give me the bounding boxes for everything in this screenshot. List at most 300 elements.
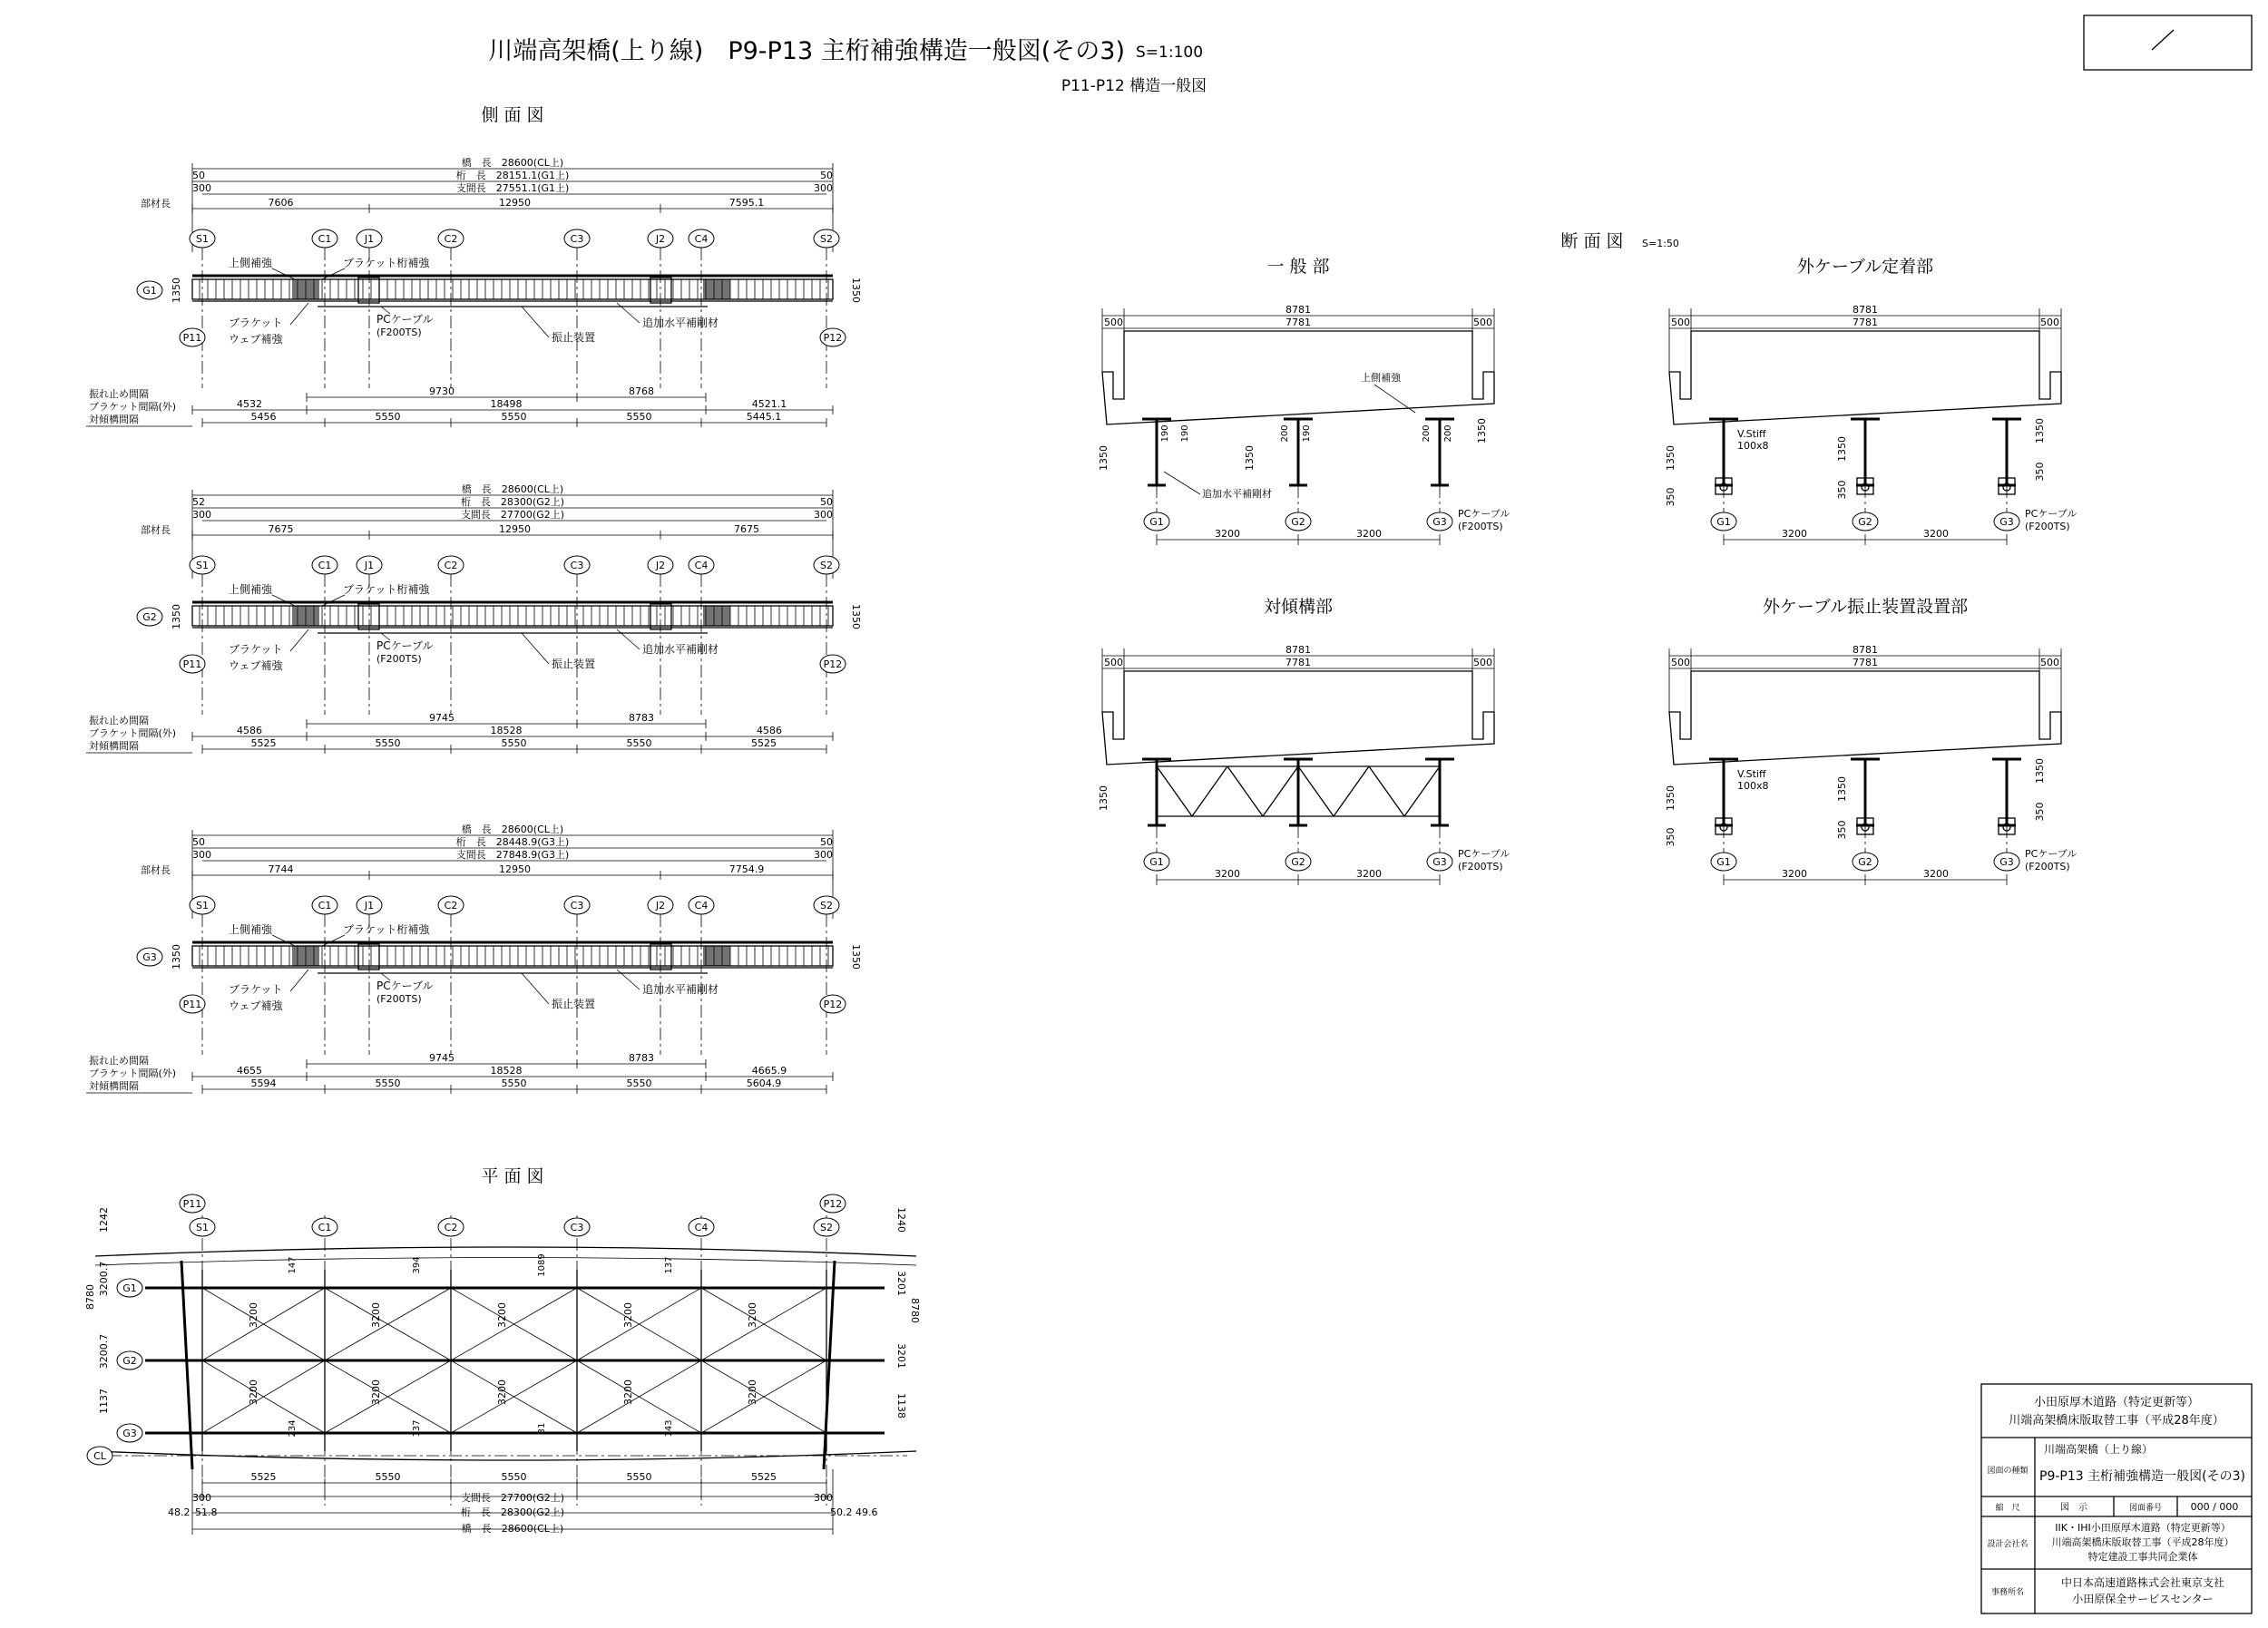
plan-spacing-dim-value: 5550 xyxy=(626,1471,652,1483)
leader xyxy=(322,268,345,279)
plan-girder-tag-g2-label: G2 xyxy=(122,1355,137,1367)
plan-grid-s1-label: S1 xyxy=(196,1222,209,1233)
leader xyxy=(290,303,308,325)
callout-bracket: ブラケット xyxy=(229,643,283,656)
plan-spacing-dim-value: 5525 xyxy=(250,1471,277,1483)
crossframe-row-label: 対傾構間隔 xyxy=(89,740,139,752)
deck-slab xyxy=(1669,331,2061,424)
tb-designer-label: 設計会社名 xyxy=(1987,1540,2028,1549)
bracket-row-label: ブラケット間隔(外) xyxy=(89,1067,177,1079)
leader xyxy=(617,629,640,649)
girder-tag-g2-label: G2 xyxy=(142,611,157,623)
callout-lateral-stiffener: 追加水平補剛材 xyxy=(642,983,719,996)
height-dim-left: 1350 xyxy=(171,278,182,303)
section-girder-tag-g2-label: G2 xyxy=(1858,856,1872,868)
section-edge-left: 500 xyxy=(1104,317,1123,328)
section-top-callout: 上側補強 xyxy=(1361,372,1401,384)
member-dim-value: 12950 xyxy=(499,523,531,535)
section-stiff-callout: V.Stiff xyxy=(1737,768,1766,780)
crossframe-dim-value: 5550 xyxy=(501,1077,527,1089)
deck-slab xyxy=(1669,671,2061,765)
plan-spacing-dim-value: 5550 xyxy=(501,1471,527,1483)
tb-office-2: 小田原保全サービスセンター xyxy=(2072,1593,2214,1605)
callout-bracket-girder: ブラケット桁補強 xyxy=(343,583,430,596)
bracket-reinforcement xyxy=(703,279,730,299)
section-girder-tag-g1-label: G1 xyxy=(1149,516,1164,528)
plan-right-dim: 1138 xyxy=(895,1393,907,1418)
restraint-dim-value: 8768 xyxy=(629,385,654,397)
girder-length-text: 桁 長 28300(G2上) xyxy=(460,496,565,508)
section-height-dim: 1350 xyxy=(1098,785,1110,811)
section-height-dim: 1350 xyxy=(1476,418,1488,444)
pier-tag-p12-label: P12 xyxy=(823,658,843,670)
bracket-dim-value: 18528 xyxy=(490,1065,523,1077)
member-dim-value: 7595.1 xyxy=(728,197,765,209)
section-edge-right: 500 xyxy=(1473,657,1492,668)
crossframe-dim-value: 5550 xyxy=(501,411,527,423)
plan-right-end2: 49.6 xyxy=(855,1506,878,1518)
section-inner-text: 7781 xyxy=(1853,657,1878,668)
crossframe-diagonal xyxy=(1157,766,1192,816)
bracket-row-label: ブラケット間隔(外) xyxy=(89,401,177,413)
leader xyxy=(272,935,295,946)
restraint-dim-value: 8783 xyxy=(629,712,654,724)
end-left-text: 50 xyxy=(192,170,205,181)
girder-web xyxy=(192,946,833,966)
girder-length-text: 桁 長 28448.9(G3上) xyxy=(455,836,570,848)
girder-web xyxy=(192,279,833,299)
end-left-text: 52 xyxy=(192,496,205,508)
plan-girder-tag-g3-label: G3 xyxy=(122,1428,137,1439)
crossframe-dim-value: 5550 xyxy=(375,1077,401,1089)
section-stiff-size: 100x8 xyxy=(1737,440,1769,452)
plan-pier-p12-label: P12 xyxy=(823,1198,843,1210)
section-height-dim: 1350 xyxy=(1665,785,1677,811)
section-pc-cable: PCケーブル xyxy=(2025,508,2077,520)
section-stiff-callout: V.Stiff xyxy=(1737,428,1766,440)
callout-damper: 振止装置 xyxy=(552,331,596,344)
section-height-dim: 1350 xyxy=(1836,776,1848,802)
callout-web-reinforcement: ウェブ補強 xyxy=(229,999,283,1012)
plan-right-end: 50.2 xyxy=(830,1506,853,1518)
section-cable-h: 350 xyxy=(1665,827,1677,847)
callout-web-reinforcement: ウェブ補強 xyxy=(229,333,283,346)
plan-left-end2: 51.8 xyxy=(195,1506,218,1518)
grid-tag-s2-label: S2 xyxy=(820,900,833,911)
bracket-dim-value: 4532 xyxy=(237,398,262,410)
section-height-dim: 1350 xyxy=(2034,758,2046,784)
section-pc-spec: (F200TS) xyxy=(2025,521,2070,532)
pier-tag-p11-label: P11 xyxy=(182,332,202,344)
crossframe-diagonal xyxy=(1298,766,1334,816)
deck-edge-top-inner xyxy=(95,1258,916,1266)
section-spacing-text: 3200 xyxy=(1215,528,1240,540)
leader xyxy=(522,973,549,1004)
plan-skew-dim: 147 xyxy=(288,1256,298,1274)
grid-tag-c2-label: C2 xyxy=(444,233,458,245)
crossframe-dim-value: 5604.9 xyxy=(746,1077,782,1089)
plan-left-dim: 3200.7 xyxy=(98,1261,110,1297)
grid-tag-j1-label: J1 xyxy=(364,900,375,911)
section-spacing-text: 3200 xyxy=(1782,868,1807,880)
section-inner-text: 7781 xyxy=(1286,657,1311,668)
crossframe-dim-value: 5594 xyxy=(250,1077,277,1089)
plan-view-heading: 平 面 図 xyxy=(481,1166,544,1186)
crossframe-diagonal xyxy=(1369,766,1404,816)
side-elevation-g3 xyxy=(86,823,862,1094)
section-spacing-text: 3200 xyxy=(1215,868,1240,880)
section-view-heading: 断 面 図 xyxy=(1560,231,1624,251)
grid-tag-c3-label: C3 xyxy=(570,900,584,911)
bracket-reinforcement xyxy=(703,606,730,626)
plan-bearing-left: 300 xyxy=(192,1492,211,1504)
bearing-right-text: 300 xyxy=(814,509,833,521)
leader xyxy=(1164,472,1200,494)
drawing-subtitle: P11-P12 構造一般図 xyxy=(1061,77,1207,95)
section-height-dim: 1350 xyxy=(1836,436,1848,462)
plan-transverse-dim: 3200 xyxy=(496,1379,508,1405)
section-flange-dim: 200 xyxy=(1443,424,1453,443)
callout-pc-cable: PCケーブル xyxy=(376,980,434,992)
member-row-label: 部材長 xyxy=(141,524,171,536)
member-row-label: 部材長 xyxy=(141,198,171,210)
tb-drawing-name-2: P9-P13 主桁補強構造一般図(その3) xyxy=(2039,1469,2245,1484)
height-dim-left: 1350 xyxy=(171,604,182,629)
plan-left-dim: 3200.7 xyxy=(98,1333,110,1370)
drawing-title: 川端高架橋(上り線) P9-P13 主桁補強構造一般図(その3) xyxy=(488,37,1125,65)
grid-tag-j1-label: J1 xyxy=(364,233,375,245)
grid-tag-j1-label: J1 xyxy=(364,560,375,571)
end-right-text: 50 xyxy=(820,496,833,508)
leader xyxy=(272,595,295,606)
callout-pc-cable: PCケーブル xyxy=(376,313,434,326)
section-cable-h: 350 xyxy=(2034,462,2046,482)
grid-tag-c3-label: C3 xyxy=(570,233,584,245)
section-height-dim: 1350 xyxy=(1098,445,1110,471)
plan-right-dim: 3201 xyxy=(895,1343,907,1369)
section-inner-text: 7781 xyxy=(1286,317,1311,328)
callout-bracket: ブラケット xyxy=(229,317,283,329)
section-width-text: 8781 xyxy=(1853,644,1878,656)
pier-tag-p11-label: P11 xyxy=(182,658,202,670)
section-edge-right: 500 xyxy=(1473,317,1492,328)
section-height-dim: 1350 xyxy=(1244,445,1256,471)
section-spacing-text: 3200 xyxy=(1923,528,1949,540)
crossframe-dim-value: 5445.1 xyxy=(746,411,782,423)
section-edge-left: 500 xyxy=(1671,317,1690,328)
section-spacing-text: 3200 xyxy=(1782,528,1807,540)
section-flange-dim: 200 xyxy=(1280,424,1290,443)
plan-girder-tag-g1-label: G1 xyxy=(122,1282,137,1294)
plan-spacing-dim-value: 5550 xyxy=(375,1471,401,1483)
section-pc-cable: PCケーブル xyxy=(1458,508,1510,520)
section-girder-tag-g1-label: G1 xyxy=(1716,516,1731,528)
callout-lateral-stiffener: 追加水平補剛材 xyxy=(642,643,719,656)
section-spacing-text: 3200 xyxy=(1356,868,1382,880)
crossframe-diagonal xyxy=(1334,766,1369,816)
section-title: 一 般 部 xyxy=(1266,257,1330,277)
callout-damper: 振止装置 xyxy=(552,658,596,670)
plan-cl-tag-label: CL xyxy=(93,1450,106,1462)
section-cable-h: 350 xyxy=(1836,480,1848,500)
bracket-dim-value: 4586 xyxy=(237,725,262,736)
plan-right-dim: 8780 xyxy=(909,1298,921,1323)
plan-transverse-dim: 3200 xyxy=(496,1302,508,1328)
bracket-dim-value: 18528 xyxy=(490,725,523,736)
section-width-text: 8781 xyxy=(1286,304,1311,316)
side-view-heading: 側 面 図 xyxy=(481,105,544,125)
leader xyxy=(522,307,549,337)
callout-web-reinforcement: ウェブ補強 xyxy=(229,659,283,672)
section-general xyxy=(1098,257,1510,545)
section-cable-damper xyxy=(1665,597,2077,885)
section-pc-cable: PCケーブル xyxy=(2025,848,2077,860)
leader xyxy=(617,970,640,989)
plan-skew-dim: 137 xyxy=(412,1419,422,1438)
bracket-reinforcement xyxy=(292,606,319,626)
bracket-reinforcement xyxy=(292,279,319,299)
plan-transverse-dim: 3200 xyxy=(622,1379,634,1405)
section-girder-tag-g1-label: G1 xyxy=(1716,856,1731,868)
span-length-text: 支間長 27700(G2上) xyxy=(460,509,565,521)
leader xyxy=(322,935,345,946)
grid-tag-c1-label: C1 xyxy=(318,900,332,911)
callout-pc-spec: (F200TS) xyxy=(376,327,422,338)
height-dim-left: 1350 xyxy=(171,944,182,970)
section-title: 対傾構部 xyxy=(1263,597,1334,617)
section-cable-anchorage xyxy=(1665,257,2077,545)
member-dim-value: 7606 xyxy=(268,197,294,209)
plan-transverse-dim: 3200 xyxy=(622,1302,634,1328)
girder-length-text: 桁 長 28151.1(G1上) xyxy=(455,170,570,181)
section-title: 外ケーブル振止装置設置部 xyxy=(1762,597,1969,617)
plan-bridge-length-text: 橋 長 28600(CL上) xyxy=(461,1523,564,1535)
bridge-length-text: 橋 長 28600(CL上) xyxy=(461,824,564,835)
leader xyxy=(290,629,308,651)
bracket-dim-value: 4586 xyxy=(757,725,782,736)
member-row-label: 部材長 xyxy=(141,864,171,876)
plan-transverse-dim: 3200 xyxy=(370,1379,382,1405)
plan-transverse-dim: 3200 xyxy=(747,1302,758,1328)
grid-tag-c3-label: C3 xyxy=(570,560,584,571)
section-stiff-size: 100x8 xyxy=(1737,780,1769,792)
plan-pier-p11-label: P11 xyxy=(182,1198,202,1210)
section-girder-tag-g3-label: G3 xyxy=(1999,516,2014,528)
tb-number-value: 000 / 000 xyxy=(2190,1501,2239,1513)
plan-grid-c4-label: C4 xyxy=(694,1222,709,1233)
section-height-dim: 1350 xyxy=(2034,418,2046,444)
crossframe-dim-value: 5550 xyxy=(375,737,401,749)
restraint-dim-value: 9745 xyxy=(429,1052,455,1064)
tb-designer-1: IIK・IHI小田原厚木道路（特定更新等） xyxy=(2055,1522,2231,1534)
crossframe-diagonal xyxy=(1192,766,1227,816)
grid-tag-c4-label: C4 xyxy=(694,560,709,571)
tb-project-2: 川端高架橋床版取替工事（平成28年度） xyxy=(2009,1414,2224,1428)
grid-tag-s1-label: S1 xyxy=(196,233,209,245)
pier-tag-p11-label: P11 xyxy=(182,999,202,1010)
member-dim-value: 12950 xyxy=(499,197,531,209)
bracket-reinforcement xyxy=(292,946,319,966)
callout-bracket-girder: ブラケット桁補強 xyxy=(343,257,430,269)
bracket-dim-value: 18498 xyxy=(490,398,523,410)
crossframe-diagonal xyxy=(1263,766,1298,816)
span-length-text: 支間長 27551.1(G1上) xyxy=(455,182,570,194)
revision-box xyxy=(2084,15,2252,70)
section-girder-tag-g1-label: G1 xyxy=(1149,856,1164,868)
tb-designer-3: 特定建設工事共同企業体 xyxy=(2087,1551,2198,1563)
bridge-length-text: 橋 長 28600(CL上) xyxy=(461,483,564,495)
grid-tag-s2-label: S2 xyxy=(820,233,833,245)
member-dim-value: 7744 xyxy=(268,863,294,875)
crossframe-dim-value: 5550 xyxy=(626,737,652,749)
section-width-text: 8781 xyxy=(1286,644,1311,656)
tb-office-1: 中日本高速道路株式会社東京支社 xyxy=(2060,1576,2225,1589)
section-girder-tag-g3-label: G3 xyxy=(1432,516,1447,528)
section-pc-spec: (F200TS) xyxy=(1458,521,1503,532)
end-right-text: 50 xyxy=(820,170,833,181)
end-diaphragm-left xyxy=(181,1261,192,1469)
section-view-scale: S=1:50 xyxy=(1642,238,1679,249)
section-crossframe xyxy=(1098,597,1510,885)
callout-bracket: ブラケット xyxy=(229,983,283,996)
tb-scale-label: 縮 尺 xyxy=(1995,1504,2020,1513)
plan-grid-c1-label: C1 xyxy=(318,1222,332,1233)
tb-designer-2: 川端高架橋床版取替工事（平成28年度） xyxy=(2051,1536,2234,1548)
section-edge-right: 500 xyxy=(2040,657,2059,668)
grid-tag-c2-label: C2 xyxy=(444,900,458,911)
crossframe-dim-value: 5550 xyxy=(626,411,652,423)
member-dim-value: 7675 xyxy=(734,523,759,535)
callout-pc-spec: (F200TS) xyxy=(376,653,422,665)
grid-tag-c4-label: C4 xyxy=(694,233,709,245)
leader xyxy=(522,633,549,664)
section-width-text: 8781 xyxy=(1853,304,1878,316)
plan-skew-dim: 394 xyxy=(412,1256,422,1274)
plan-transverse-dim: 3200 xyxy=(248,1302,259,1328)
member-dim-value: 7754.9 xyxy=(728,863,765,875)
crossframe-row-label: 対傾構間隔 xyxy=(89,1080,139,1092)
grid-tag-j2-label: J2 xyxy=(655,233,666,245)
grid-tag-s2-label: S2 xyxy=(820,560,833,571)
bracket-dim-value: 4521.1 xyxy=(751,398,787,410)
crossframe-dim-value: 5456 xyxy=(250,411,277,423)
plan-transverse-dim: 3200 xyxy=(370,1302,382,1328)
callout-pc-spec: (F200TS) xyxy=(376,993,422,1005)
section-edge-left: 500 xyxy=(1104,657,1123,668)
section-spacing-text: 3200 xyxy=(1356,528,1382,540)
grid-tag-c2-label: C2 xyxy=(444,560,458,571)
crossframe-row-label: 対傾構間隔 xyxy=(89,414,139,425)
leader xyxy=(617,303,640,323)
section-title: 外ケーブル定着部 xyxy=(1796,257,1934,277)
section-flange-dim: 200 xyxy=(1422,424,1432,443)
crossframe-diagonal xyxy=(1404,766,1440,816)
crossframe-dim-value: 5550 xyxy=(501,737,527,749)
bridge-length-text: 橋 長 28600(CL上) xyxy=(461,157,564,169)
crossframe-diagonal xyxy=(1227,766,1263,816)
callout-top-reinforcement: 上側補強 xyxy=(229,257,273,269)
girder-tag-g3-label: G3 xyxy=(142,951,157,963)
plan-transverse-dim: 3200 xyxy=(248,1379,259,1405)
tb-number-label: 図面番号 xyxy=(2128,1504,2163,1513)
callout-damper: 振止装置 xyxy=(552,998,596,1010)
girder-web xyxy=(192,606,833,626)
grid-tag-c1-label: C1 xyxy=(318,233,332,245)
height-dim-right: 1350 xyxy=(850,604,862,629)
plan-right-dim: 1240 xyxy=(895,1207,907,1233)
bearing-right-text: 300 xyxy=(814,182,833,194)
pier-tag-p12-label: P12 xyxy=(823,999,843,1010)
section-cable-h: 350 xyxy=(1836,820,1848,840)
deck-edge-top xyxy=(95,1247,916,1256)
plan-girder-length-text: 桁 長 28300(G2上) xyxy=(460,1506,565,1518)
crossframe-dim-value: 5525 xyxy=(250,737,277,749)
side-elevation-g1 xyxy=(86,156,862,427)
crossframe-dim-value: 5550 xyxy=(375,411,401,423)
section-flange-dim: 190 xyxy=(1160,424,1170,443)
section-edge-left: 500 xyxy=(1671,657,1690,668)
crossframe-dim-value: 5550 xyxy=(626,1077,652,1089)
crossframe-dim-value: 5525 xyxy=(751,737,777,749)
height-dim-right: 1350 xyxy=(850,278,862,303)
bearing-left-text: 300 xyxy=(192,509,211,521)
drawing-scale: S=1:100 xyxy=(1136,44,1204,62)
plan-spacing-dim-value: 5525 xyxy=(751,1471,777,1483)
restraint-dim-value: 9745 xyxy=(429,712,455,724)
callout-pc-cable: PCケーブル xyxy=(376,639,434,652)
plan-left-dim: 8780 xyxy=(84,1284,96,1310)
height-dim-right: 1350 xyxy=(850,944,862,970)
plan-skew-dim: 137 xyxy=(664,1256,674,1274)
plan-grid-c2-label: C2 xyxy=(444,1222,458,1233)
restraint-dim-value: 8783 xyxy=(629,1052,654,1064)
tb-scale-value: 図 示 xyxy=(2060,1503,2087,1513)
bearing-left-text: 300 xyxy=(192,849,211,861)
plan-left-dim: 1137 xyxy=(98,1389,110,1414)
section-flange-dim: 190 xyxy=(1180,424,1190,443)
member-dim-value: 7675 xyxy=(268,523,294,535)
grid-tag-c4-label: C4 xyxy=(694,900,709,911)
tb-project-1: 小田原厚木道路（特定更新等） xyxy=(2033,1396,2200,1409)
end-diaphragm-right xyxy=(824,1261,835,1469)
section-inner-text: 7781 xyxy=(1853,317,1878,328)
grid-tag-s1-label: S1 xyxy=(196,900,209,911)
plan-skew-dim: 31 xyxy=(537,1422,547,1435)
bracket-row-label: ブラケット間隔(外) xyxy=(89,727,177,739)
callout-lateral-stiffener: 追加水平補剛材 xyxy=(642,317,719,329)
plan-transverse-dim: 3200 xyxy=(747,1379,758,1405)
leader xyxy=(272,268,295,279)
tb-drawing-name-1: 川端高架橋（上り線） xyxy=(2044,1443,2154,1456)
deck-slab xyxy=(1102,331,1494,424)
title-block xyxy=(1981,1384,2252,1613)
grid-tag-j2-label: J2 xyxy=(655,900,666,911)
leader xyxy=(322,595,345,606)
section-edge-right: 500 xyxy=(2040,317,2059,328)
section-lateral-callout: 追加水平補剛材 xyxy=(1202,488,1272,500)
bearing-right-text: 300 xyxy=(814,849,833,861)
section-pc-spec: (F200TS) xyxy=(2025,861,2070,872)
section-cable-h: 350 xyxy=(1665,487,1677,507)
restraint-row-label: 振れ止め間隔 xyxy=(89,388,149,400)
callout-top-reinforcement: 上側補強 xyxy=(229,583,273,596)
plan-skew-dim: 143 xyxy=(664,1419,674,1438)
plan-left-dim: 1242 xyxy=(98,1207,110,1233)
span-length-text: 支間長 27848.9(G3上) xyxy=(455,849,570,861)
side-elevation-g2 xyxy=(86,483,862,754)
section-girder-tag-g3-label: G3 xyxy=(1432,856,1447,868)
section-pc-cable: PCケーブル xyxy=(1458,848,1510,860)
